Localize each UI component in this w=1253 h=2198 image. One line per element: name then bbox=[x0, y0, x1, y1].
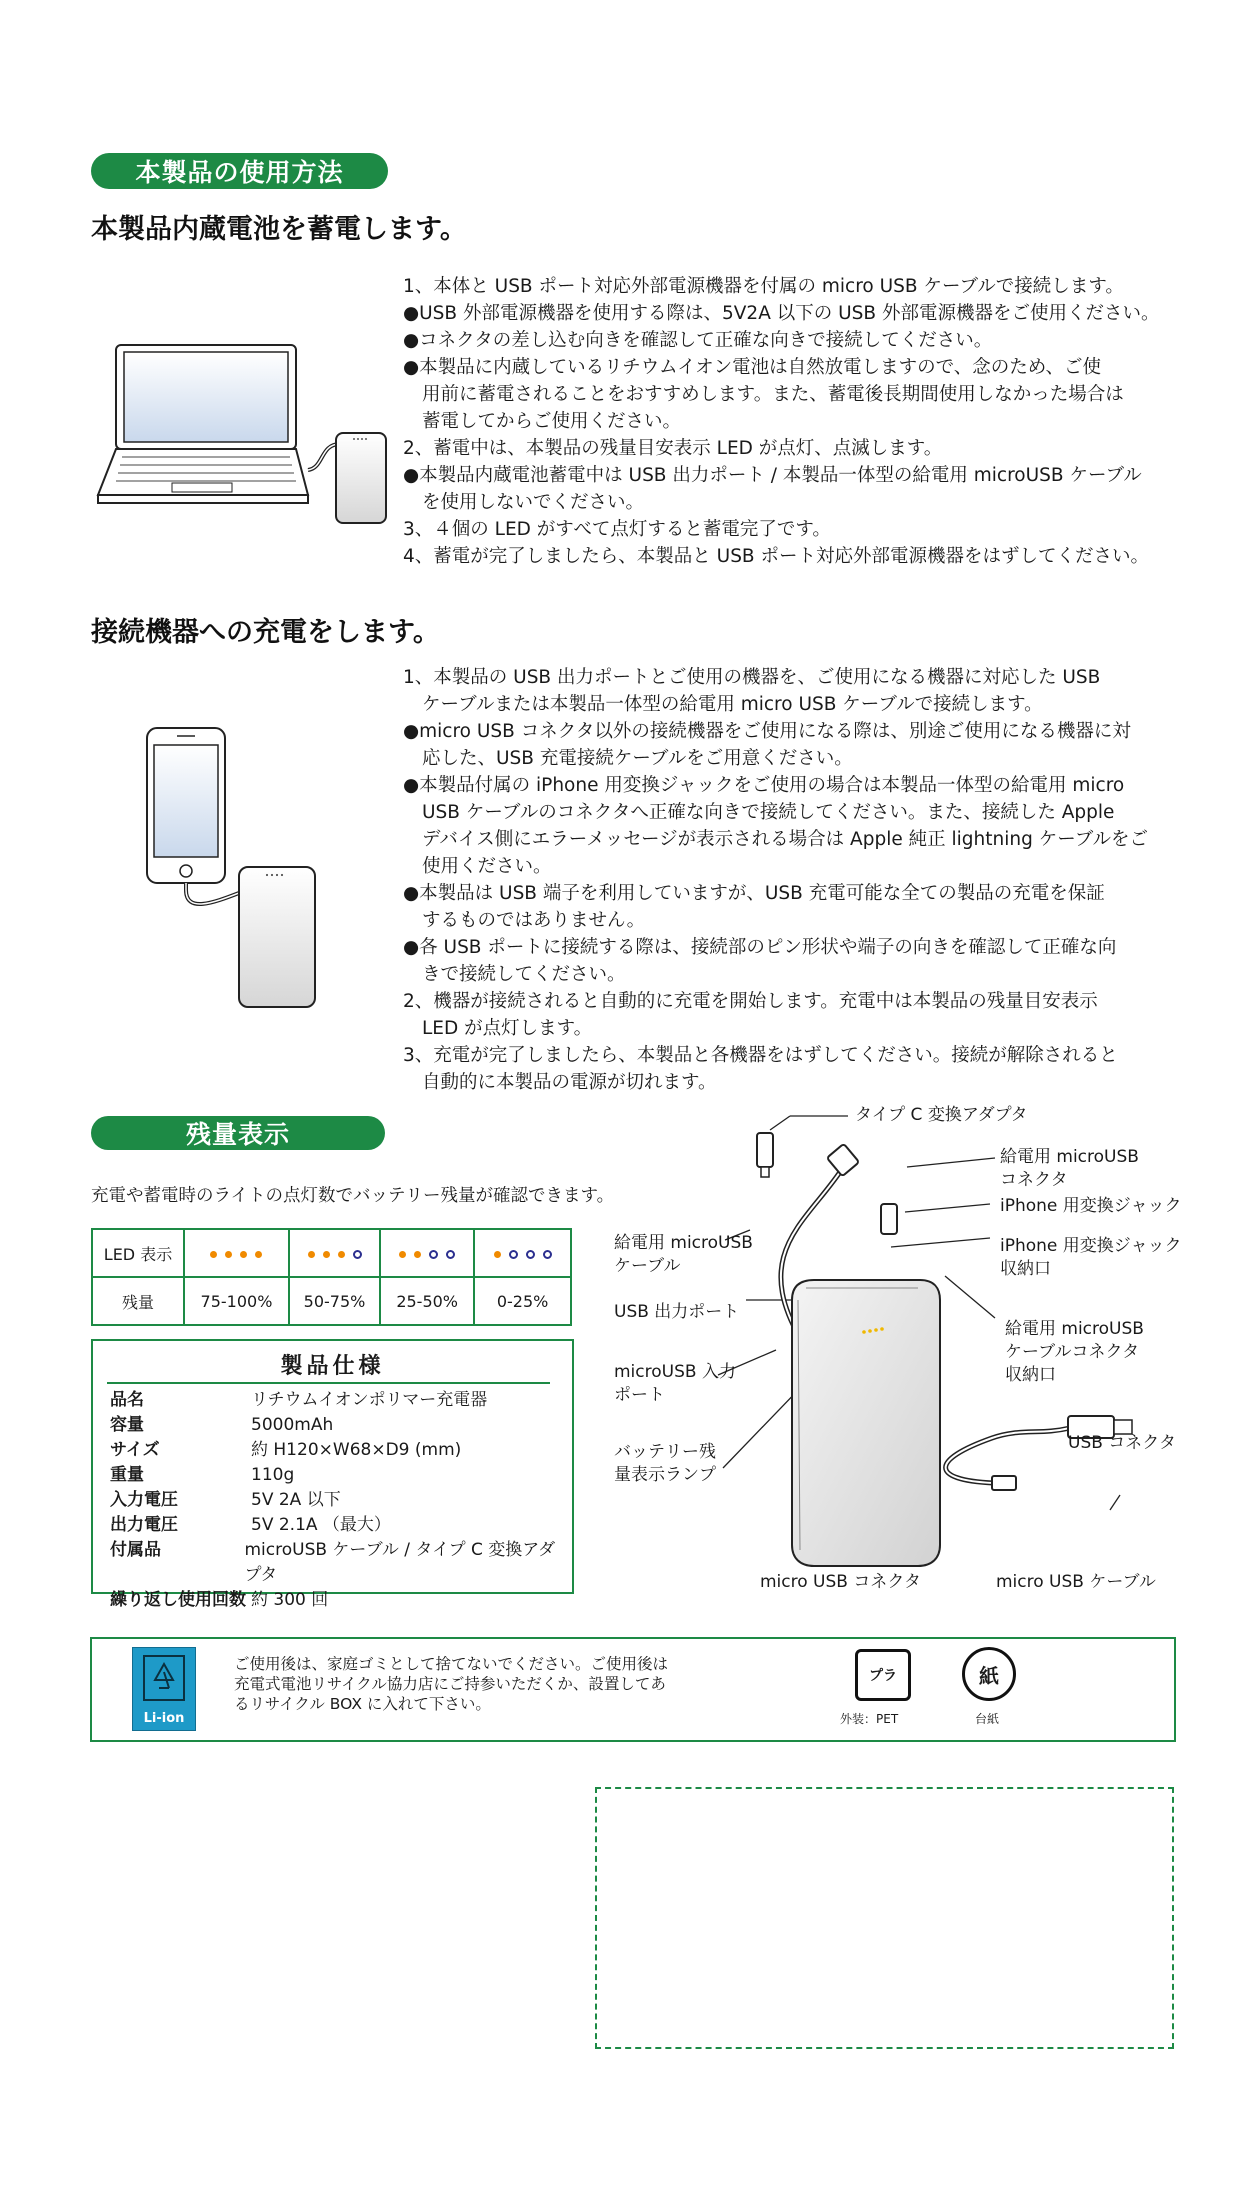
spec-rows bbox=[93, 1388, 572, 1613]
label-iphone-jack: iPhone 用変換ジャック bbox=[1000, 1196, 1182, 1216]
recycle-icon bbox=[133, 1648, 195, 1708]
label-line: バッテリー残 bbox=[614, 1442, 716, 1462]
device-steps bbox=[403, 664, 1203, 1096]
li-ion-recycle-mark bbox=[132, 1647, 196, 1731]
charge-step-line: ●本製品内蔵電池蓄電中は USB 出力ポート / 本製品一体型の給電用 microUSB ケーブル bbox=[403, 465, 1142, 486]
device-step-line: きで接続してください。 bbox=[422, 964, 626, 985]
label-feed-cable bbox=[614, 1232, 753, 1278]
label-line: microUSB 入力 bbox=[614, 1362, 736, 1382]
device-step-line: 2、機器が接続されると自動的に充電を開始します。充電中は本製品の残量目安表示 bbox=[403, 991, 1098, 1012]
phone-charging-illustration bbox=[143, 725, 343, 1045]
usage-section-title: 本製品の使用方法 bbox=[135, 158, 344, 187]
recycle-text-line: 充電式電池リサイクル協力店にご持参いただくか、設置してあ bbox=[234, 1675, 666, 1693]
device-step-line: デバイス側にエラーメッセージが表示される場合は Apple 純正 lightning ケーブルをご bbox=[422, 829, 1149, 850]
spec-value: 約 H120×W68×D9 (mm) bbox=[251, 1440, 462, 1460]
led-cell-3 bbox=[289, 1229, 380, 1277]
label-line: ケーブル bbox=[614, 1256, 681, 1276]
spec-value: 110g bbox=[251, 1465, 295, 1485]
label-micro-usb-cable: micro USB ケーブル bbox=[996, 1572, 1156, 1592]
spec-row bbox=[110, 1513, 572, 1538]
charge-step-line: 1、本体と USB ポート対応外部電源機器を付属の micro USB ケーブルで接続します。 bbox=[403, 276, 1124, 297]
charge-step-line: ●USB 外部電源機器を使用する際は、5V2A 以下の USB 外部電源機器をご使用ください。 bbox=[403, 303, 1160, 324]
label-microusb-input bbox=[614, 1361, 736, 1407]
label-line: ケーブルコネクタ bbox=[1005, 1342, 1140, 1362]
label-line: コネクタ bbox=[1000, 1170, 1068, 1190]
usage-section-pill bbox=[91, 153, 388, 189]
charge-step-line: 用前に蓄電されることをおすすめします。また、蓄電後長期間使用しなかった場合は bbox=[422, 384, 1124, 405]
pet-label: 外装：PET bbox=[840, 1712, 899, 1726]
spec-key: 重量 bbox=[110, 1465, 144, 1485]
spec-key: 付属品 bbox=[110, 1540, 161, 1560]
dashed-label-area bbox=[595, 1787, 1174, 2049]
label-iphone-jack-storage bbox=[1000, 1235, 1181, 1281]
device-step-line: ケーブルまたは本製品一体型の給電用 micro USB ケーブルで接続します。 bbox=[422, 694, 1043, 715]
label-line: 給電用 microUSB bbox=[1005, 1319, 1144, 1339]
recycle-text-line: るリサイクル BOX に入れて下さい。 bbox=[234, 1695, 491, 1713]
led-cell-4 bbox=[184, 1229, 289, 1277]
label-battery-lamp bbox=[614, 1441, 716, 1487]
spec-key: サイズ bbox=[110, 1440, 160, 1460]
label-feed-connector bbox=[1000, 1146, 1139, 1192]
device-step-line: ●各 USB ポートに接続する際は、接続部のピン形状や端子の向きを確認して正確な向 bbox=[403, 937, 1117, 958]
device-step-line: ●本製品は USB 端子を利用していますが、USB 充電可能な全ての製品の充電を保証 bbox=[403, 883, 1105, 904]
charge-step-line: 3、４個の LED がすべて点灯すると蓄電完了です。 bbox=[403, 519, 831, 540]
label-line: 給電用 microUSB bbox=[1000, 1147, 1139, 1167]
device-step-line: 応した、USB 充電接続ケーブルをご用意ください。 bbox=[422, 748, 853, 769]
device-step-line: LED が点灯します。 bbox=[422, 1018, 593, 1039]
led-cell-1 bbox=[474, 1229, 571, 1277]
label-usb-connector: USB コネクタ bbox=[1068, 1433, 1176, 1453]
li-ion-badge: Li-ion bbox=[143, 1711, 185, 1726]
device-step-line: 1、本製品の USB 出力ポートとご使用の機器を、ご使用になる機器に対応した USB bbox=[403, 667, 1101, 688]
pet-recycle-icon bbox=[855, 1649, 911, 1701]
spec-row bbox=[110, 1463, 572, 1488]
label-line: 収納口 bbox=[1005, 1365, 1056, 1385]
spec-key: 入力電圧 bbox=[110, 1490, 178, 1510]
charge-heading: 本製品内蔵電池を蓄電します。 bbox=[91, 214, 467, 245]
spec-key: 繰り返し使用回数 bbox=[110, 1590, 246, 1610]
label-line: ポート bbox=[614, 1385, 665, 1405]
spec-key: 容量 bbox=[110, 1415, 144, 1435]
spec-row bbox=[110, 1413, 572, 1438]
charge-steps bbox=[403, 273, 1203, 570]
charge-step-line: 蓄電してからご使用ください。 bbox=[422, 411, 682, 432]
spec-row bbox=[110, 1588, 572, 1613]
label-line: 給電用 microUSB bbox=[614, 1233, 753, 1253]
label-feed-cable-storage bbox=[1005, 1318, 1144, 1387]
spec-value: 約 300 回 bbox=[251, 1590, 329, 1610]
charge-step-line: を使用しないでください。 bbox=[422, 492, 645, 513]
spec-box bbox=[91, 1339, 574, 1610]
level-range: 25-50% bbox=[380, 1277, 474, 1325]
recycle-text-line: ご使用後は、家庭ゴミとして捨てないでください。ご使用後は bbox=[234, 1655, 669, 1673]
level-range: 0-25% bbox=[474, 1277, 571, 1325]
pet-mark-text: プラ bbox=[869, 1668, 897, 1684]
device-step-line: 自動的に本製品の電源が切れます。 bbox=[422, 1072, 717, 1093]
device-step-line: USB ケーブルのコネクタへ正確な向きで接続してください。また、接続した Apple bbox=[422, 802, 1115, 823]
label-usb-output: USB 出力ポート bbox=[614, 1302, 740, 1322]
charge-step-line: 2、蓄電中は、本製品の残量目安表示 LED が点灯、点滅します。 bbox=[403, 438, 943, 459]
paper-mark-text: 紙 bbox=[979, 1663, 999, 1688]
label-typec-adapter: タイプ C 変換アダプタ bbox=[855, 1105, 1028, 1125]
product-diagram bbox=[600, 1100, 1250, 1610]
charge-step-line: 4、蓄電が完了しましたら、本製品と USB ポート対応外部電源機器をはずしてください。 bbox=[403, 546, 1150, 567]
spec-key: 出力電圧 bbox=[110, 1515, 178, 1535]
spec-value: 5V 2A 以下 bbox=[251, 1490, 341, 1510]
led-table bbox=[91, 1228, 572, 1326]
led-row bbox=[92, 1229, 571, 1277]
remaining-section-pill bbox=[91, 1116, 385, 1150]
label-line: 収納口 bbox=[1000, 1259, 1051, 1279]
level-range: 50-75% bbox=[289, 1277, 380, 1325]
recycle-box bbox=[90, 1637, 1176, 1742]
remaining-description: 充電や蓄電時のライトの点灯数でバッテリー残量が確認できます。 bbox=[91, 1186, 615, 1206]
device-heading: 接続機器への充電をします。 bbox=[91, 617, 440, 648]
paper-label: 台紙 bbox=[975, 1712, 1000, 1726]
spec-value: 5V 2.1A （最大） bbox=[251, 1515, 391, 1535]
device-step-line: ●micro USB コネクタ以外の接続機器をご使用になる際は、別途ご使用になる機器に対 bbox=[403, 721, 1131, 742]
level-row bbox=[92, 1277, 571, 1325]
device-step-line: ●本製品付属の iPhone 用変換ジャックをご使用の場合は本製品一体型の給電用 micro bbox=[403, 775, 1125, 796]
charge-step-line: ●本製品に内蔵しているリチウムイオン電池は自然放電しますので、念のため、ご使 bbox=[403, 357, 1102, 378]
charge-step-line: ●コネクタの差し込む向きを確認して正確な向きで接続してください。 bbox=[403, 330, 993, 351]
spec-row bbox=[110, 1388, 572, 1413]
spec-key: 品名 bbox=[110, 1390, 144, 1410]
recycle-text bbox=[234, 1654, 668, 1714]
device-step-line: 使用ください。 bbox=[422, 856, 552, 877]
level-range: 75-100% bbox=[184, 1277, 289, 1325]
label-line: iPhone 用変換ジャック bbox=[1000, 1236, 1182, 1256]
remaining-section-title: 残量表示 bbox=[185, 1120, 290, 1149]
spec-row bbox=[110, 1488, 572, 1513]
spec-value: リチウムイオンポリマー充電器 bbox=[251, 1390, 488, 1410]
spec-row bbox=[110, 1538, 572, 1588]
led-cell-2 bbox=[380, 1229, 474, 1277]
device-step-line: 3、充電が完了しましたら、本製品と各機器をはずしてください。接続が解除されると bbox=[403, 1045, 1118, 1066]
spec-row bbox=[110, 1438, 572, 1463]
spec-title-rule bbox=[107, 1382, 550, 1384]
spec-value: 5000mAh bbox=[251, 1415, 334, 1435]
laptop-charging-illustration bbox=[94, 340, 394, 530]
label-line: 量表示ランプ bbox=[614, 1465, 716, 1485]
paper-recycle-icon bbox=[962, 1647, 1016, 1701]
level-row-label: 残量 bbox=[92, 1277, 184, 1325]
spec-value: microUSB ケーブル / タイプ C 変換アダプタ bbox=[244, 1540, 556, 1585]
label-micro-usb-connector: micro USB コネクタ bbox=[760, 1572, 922, 1592]
device-step-line: するものではありません。 bbox=[422, 910, 646, 931]
led-row-label: LED 表示 bbox=[92, 1229, 184, 1277]
spec-title: 製品仕様 bbox=[280, 1354, 385, 1379]
